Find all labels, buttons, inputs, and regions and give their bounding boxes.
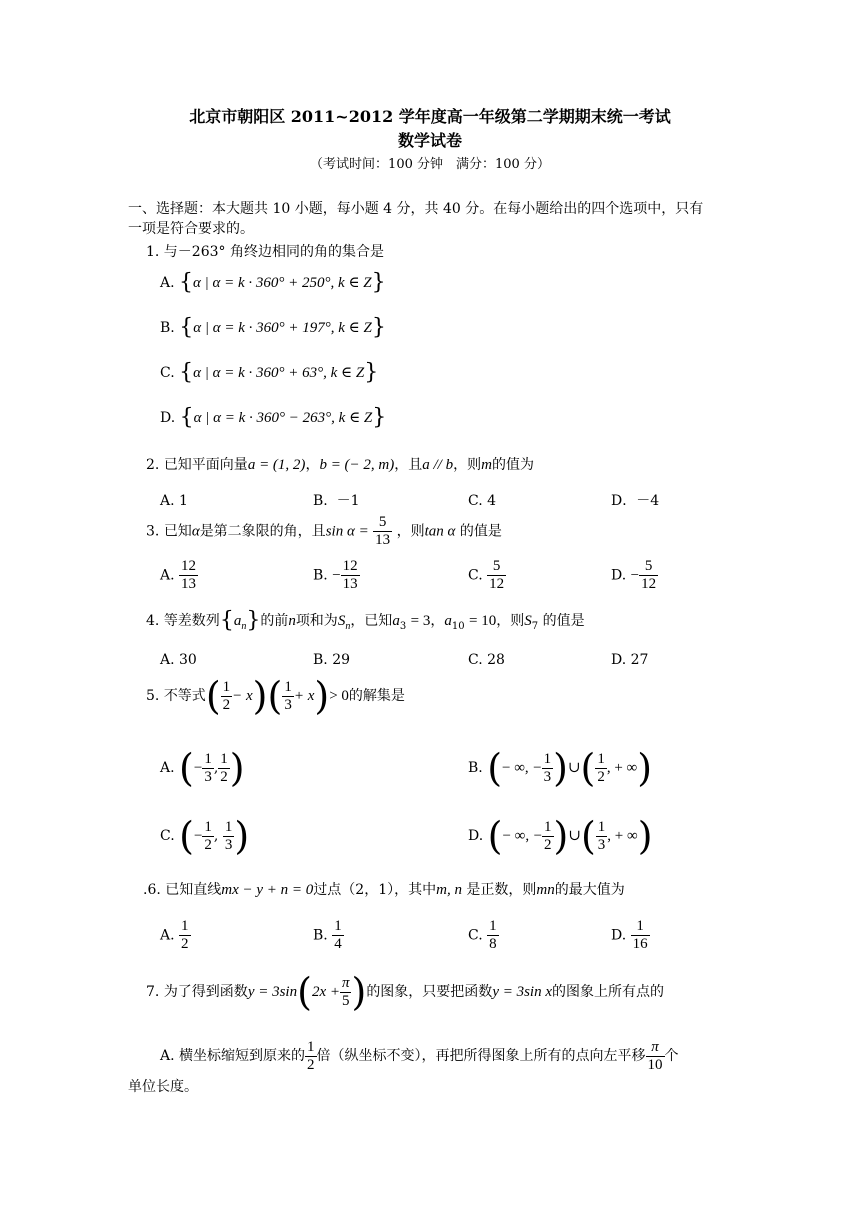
q1-option-a: A. {α | α = k · 360° + 250°, k ∈ Z} — [160, 270, 386, 295]
q3-option-c: C. $\frac{5}{12}$ — [468, 558, 505, 592]
q2-option-d: D．－4 — [611, 493, 660, 509]
option-label: C. — [160, 365, 175, 381]
q5-option-b: B. (− ∞, − $\frac{1}{3}$ )∪( $\frac{1}{2}$ , + ∞) — [468, 746, 653, 790]
option-content: α | α = k · 360° − 263°, k ∈ Z — [193, 410, 373, 426]
q6-option-d: D. $\frac{1}{16}$ — [611, 918, 648, 952]
q5-option-d: D. (− ∞, − $\frac{1}{2}$ )∪( $\frac{1}{3}$ , + ∞) — [468, 814, 653, 858]
q6-option-c: C. $\frac{1}{8}$ — [468, 918, 497, 952]
q4-stem: 4. 等差数列$\{a_n\}$的前n项和为$S_n$，已知$a_3 = 3$，$a_{10} = 10$，则$S_7$ 的值是 — [146, 608, 585, 633]
q2-option-c: C. 4 — [468, 493, 497, 509]
option-label: D. — [160, 410, 176, 426]
option-content: α | α = k · 360° + 250°, k ∈ Z — [193, 275, 372, 291]
q5-option-a: A. (− $\frac{1}{3}$ , $\frac{1}{2}$ ) — [160, 746, 245, 790]
q3-stem: 3. 已知α是第二象限的角，且sin α = $\frac{5}{13}$ ，则tan α 的值是 — [146, 514, 502, 548]
q2-option-a: A. 1 — [160, 493, 188, 509]
section-intro-line2: 一项是符合要求的。 — [128, 221, 254, 237]
option-label: A. — [160, 275, 175, 291]
q1-option-c: C. {α | α = k · 360° + 63°, k ∈ Z} — [160, 360, 379, 385]
q2-stem: 2. 已知平面向量a = (1, 2)，b = (− 2, m)，且a // b，则m的值为 — [146, 457, 534, 473]
q3-option-a: A. $\frac{12}{13}$ — [160, 558, 197, 592]
option-content: α | α = k · 360° + 63°, k ∈ Z — [193, 365, 365, 381]
q4-option-d: D. 27 — [611, 652, 649, 668]
q6-option-a: A. $\frac{1}{2}$ — [160, 918, 189, 952]
section-intro-line1: 一、选择题：本大题共 10 小题，每小题 4 分，共 40 分。在每小题给出的四个选项中，只有 — [128, 201, 704, 217]
q2-option-b: B. －1 — [313, 493, 360, 509]
q1-option-d: D. {α | α = k · 360° − 263°, k ∈ Z} — [160, 405, 387, 430]
q1-stem: 1. 与－263° 角终边相同的角的集合是 — [146, 244, 384, 260]
q7-option-a-cont: 单位长度。 — [128, 1079, 198, 1095]
q4-option-c: C. 28 — [468, 652, 505, 668]
q3-option-d: D. − $\frac{5}{12}$ — [611, 558, 657, 592]
q7-option-a: A. 横坐标缩短到原来的 $\frac{1}{2}$ 倍（纵坐标不变），再把所得图象上所有的点向左平移 $\frac{\pi}{10}$ 个 — [160, 1038, 679, 1073]
exam-info: （考试时间：100 分钟 满分：100 分） — [310, 157, 550, 172]
exam-subtitle: 数学试卷 — [397, 131, 462, 150]
exam-title: 北京市朝阳区 2011~2012 学年度高一年级第二学期期末统一考试 — [189, 107, 671, 126]
q1-option-b: B. {α | α = k · 360° + 197°, k ∈ Z} — [160, 315, 386, 340]
q3-option-b: B. − $\frac{12}{13}$ — [313, 558, 358, 592]
q5-stem: 5. 不等式( $\frac{1}{2}$ − x)( $\frac{1}{3}$ + x)> 0的解集是 — [146, 674, 405, 718]
option-label: B. — [160, 320, 175, 336]
fraction: $\frac{5}{13}$ — [375, 514, 391, 548]
option-content: α | α = k · 360° + 197°, k ∈ Z — [193, 320, 372, 336]
q4-option-a: A. 30 — [160, 652, 197, 668]
q4-option-b: B. 29 — [313, 652, 351, 668]
q5-option-c: C. (− $\frac{1}{2}$ , $\frac{1}{3}$ ) — [160, 814, 250, 858]
q6-option-b: B. $\frac{1}{4}$ — [313, 918, 342, 952]
q7-stem: 7. 为了得到函数y = 3sin(2x + $\frac{\pi}{5}$ )的图象，只要把函数y = 3sin x的图象上所有点的 — [146, 970, 665, 1014]
q6-stem: .6. 已知直线mx − y + n = 0过点（2，1），其中m, n 是正数，则mn的最大值为 — [143, 882, 625, 898]
